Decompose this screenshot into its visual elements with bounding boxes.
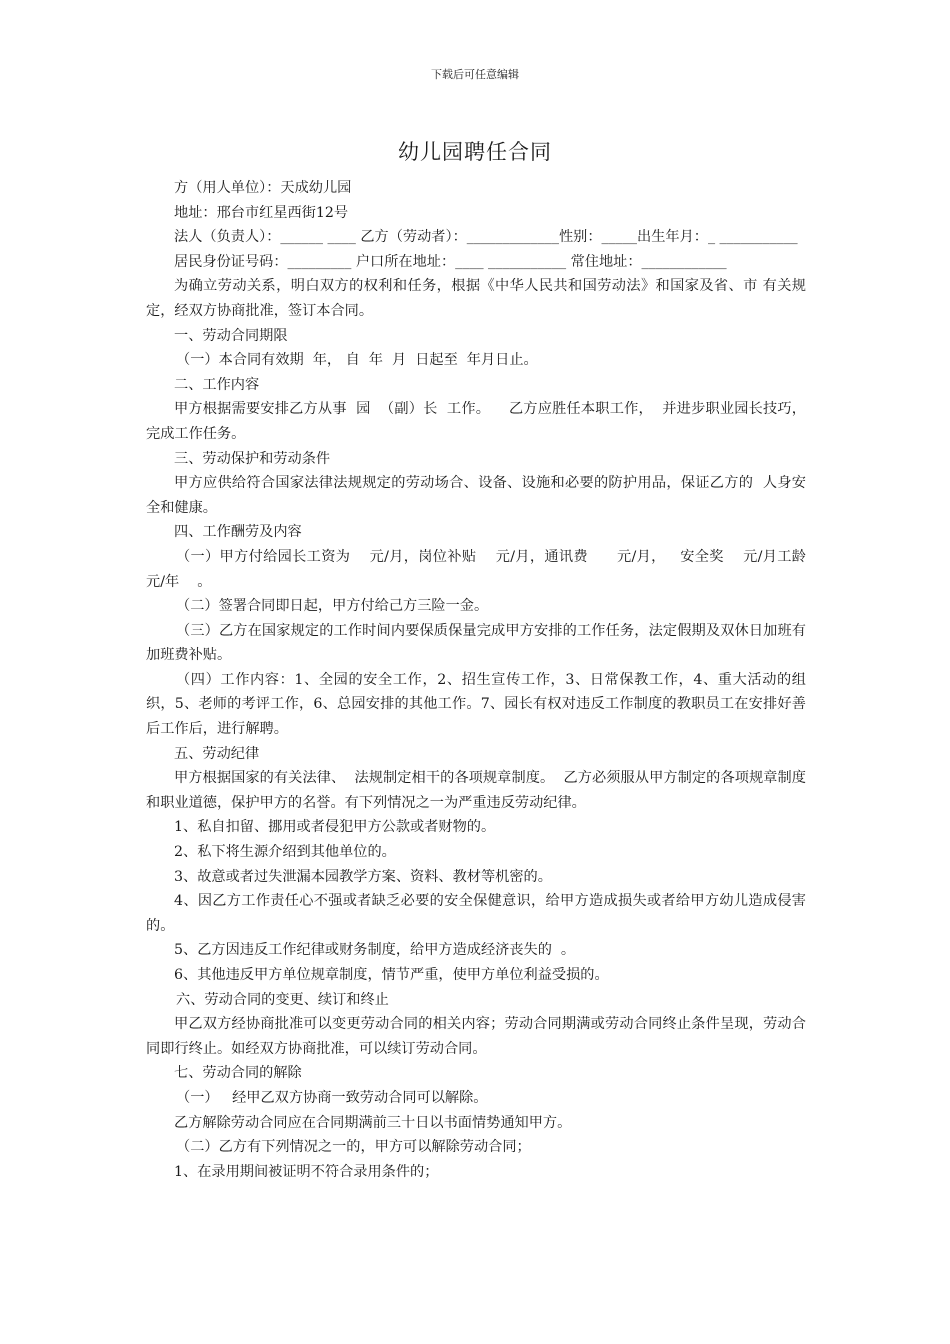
section-heading-termination: 七、劳动合同的解除	[174, 1065, 302, 1082]
page-header: 下载后可任意编辑	[431, 68, 519, 81]
section-heading-discipline: 五、劳动纪律	[174, 745, 260, 762]
section-heading-pay: 四、工作酬劳及内容	[174, 524, 302, 541]
termination-clause-1: （一） 经甲乙双方协商一致劳动合同可以解除。	[176, 1089, 488, 1106]
discipline-item: 4、因乙方工作责任心不强或者缺乏必要的安全保健意识，给甲方造成损失或者给甲方幼儿造成侵害的。	[146, 893, 806, 934]
party-a-line: 方（用人单位）：天成幼儿园	[174, 180, 352, 196]
section-heading-protection: 三、劳动保护和劳动条件	[174, 450, 331, 467]
discipline-item: 5、乙方因违反工作纪律或财务制度，给甲方造成经济丧失的 。	[174, 942, 576, 959]
discipline-item: 2、私下将生源介绍到其他单位的。	[174, 844, 396, 861]
termination-item: 1、在录用期间被证明不符合录用条件的；	[174, 1163, 439, 1180]
pay-clause-1: （一）甲方付给园长工资为 元/月，岗位补贴 元/月，通讯费 元/月， 安全奖 元/月工龄 元/年 。	[146, 548, 825, 590]
preamble-paragraph: 为确立劳动关系，明白双方的权利和任务，根据《中华人民共和国劳动法》和国家及省、市 有关规定，经双方协商批准，签订本合同。	[146, 278, 806, 319]
legal-rep-line: 法人（负责人）：______ ____ 乙方（劳动者）：_____________性别：_____出生年月：_ ___________	[174, 229, 798, 246]
contract-body	[146, 176, 825, 1184]
term-clause: （一）本合同有效期 年， 自 年 月 日起至 年月日止。	[176, 352, 538, 369]
discipline-item: 1、私自扣留、挪用或者侵犯甲方公款或者财物的。	[174, 819, 496, 836]
termination-notice: 乙方解除劳动合同应在合同期满前三十日以书面情势通知甲方。	[174, 1114, 572, 1131]
protection-clause: 甲方应供给符合国家法律法规规定的劳动场合、设备、设施和必要的防护用品，保证乙方的 人身安全和健康。	[146, 475, 806, 516]
work-clause: 甲方根据需要安排乙方从事 园 （副）长 工作。 乙方应胜任本职工作， 并进步职业园长技巧， 完成工作任务。	[146, 401, 820, 442]
pay-clause-4: （四）工作内容：1、全园的安全工作，2、招生宣传工作，3、日常保教工作，4、重大活动的组织，5、老师的考评工作，6、总园安排的其他工作。7、园长有权对违反工作制度的教职员工在安排好善后工作后，进行解聘。	[146, 671, 806, 738]
pay-clause-3: （三）乙方在国家规定的工作时间内要保质保量完成甲方安排的工作任务，法定假期及双休日加班有加班费补贴。	[146, 622, 806, 664]
section-heading-term: 一、劳动合同期限	[174, 327, 288, 344]
section-heading-work: 二、工作内容	[174, 376, 260, 393]
discipline-item: 6、其他违反甲方单位规章制度，情节严重，使甲方单位利益受损的。	[174, 967, 609, 983]
discipline-clause: 甲方根据国家的有关法律、 法规制定相干的各项规章制度。 乙方必须服从甲方制定的各项规章制度和职业道德，保护甲方的名誉。有下列情况之一为严重违反劳动纪律。	[146, 770, 806, 811]
pay-clause-2: （二）签署合同即日起，甲方付给己方三险一金。	[176, 598, 489, 615]
change-clause: 甲乙双方经协商批准可以变更劳动合同的相关内容；劳动合同期满或劳动合同终止条件呈现，劳动合同即行终止。如经双方协商批准，可以续订劳动合同。	[146, 1016, 806, 1057]
document-title: 幼儿园聘任合同	[398, 140, 552, 164]
section-heading-change: 六、劳动合同的变更、续订和终止	[176, 991, 389, 1008]
id-address-line: 居民身份证号码：_________ 户口所在地址：____ ___________ 常住地址：____________	[174, 253, 727, 270]
address-line: 地址：邢台市红星西街12号	[174, 204, 349, 221]
discipline-item: 3、故意或者过失泄漏本园教学方案、资料、教材等机密的。	[174, 868, 552, 885]
termination-clause-2: （二）乙方有下列情况之一的，甲方可以解除劳动合同；	[176, 1139, 531, 1156]
